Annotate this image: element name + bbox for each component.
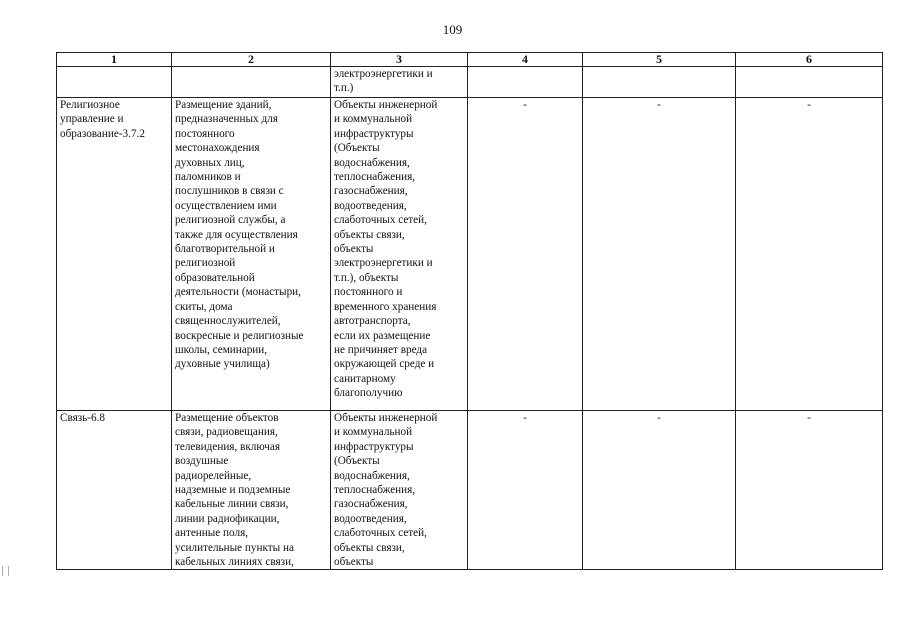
cell-text: Религиозное управление и образование-3.7.2 bbox=[60, 99, 145, 140]
cell-text: Объекты инженерной и коммунальной инфраструктуры (Объекты водоснабжения, теплоснабжения, газоснабжения, водоотведения, слаботочных сетей, объекты связи, объекты электроэнергетики и т.п.), объекты постоянного и временного хранения автотранспорта, если их размещение не причиняет вреда окружающей среде и санитарному благополучию bbox=[334, 99, 438, 400]
table-cell bbox=[468, 67, 583, 98]
table-cell bbox=[57, 67, 172, 98]
table-cell bbox=[736, 98, 883, 411]
table-cell bbox=[331, 67, 468, 98]
column-header-4: 4 bbox=[468, 53, 583, 67]
land-use-description-cell bbox=[172, 98, 331, 411]
cell-text: - bbox=[523, 412, 527, 424]
cell-text: - bbox=[523, 99, 527, 111]
cell-text: - bbox=[807, 412, 811, 424]
cell-text: - bbox=[807, 99, 811, 111]
land-use-name-cell bbox=[57, 98, 172, 411]
scan-edge-mark bbox=[2, 566, 9, 576]
column-header-2: 2 bbox=[172, 53, 331, 67]
column-header-5: 5 bbox=[583, 53, 736, 67]
cell-text: Объекты инженерной и коммунальной инфраструктуры (Объекты водоснабжения, теплоснабжения, газоснабжения, водоотведения, слаботочных сетей, объекты связи, объекты bbox=[334, 412, 438, 569]
cell-text: - bbox=[657, 99, 661, 111]
table-row bbox=[57, 411, 883, 570]
cell-text: Размещение зданий, предназначенных для постоянного местонахождения духовных лиц, паломников и послушников в связи с осуществлением ими религиозной службы, а также для осуществления благотворительной и религиозной образовательной деятельности (монастыри, скиты, дома священнослужителей, воскресные и религиозные школы, семинарии, духовные училища) bbox=[175, 99, 304, 371]
auxiliary-use-cell bbox=[331, 98, 468, 411]
land-use-table bbox=[56, 52, 883, 570]
column-header-1: 1 bbox=[57, 53, 172, 67]
table-cell bbox=[583, 98, 736, 411]
table-cell bbox=[583, 67, 736, 98]
column-header-3: 3 bbox=[331, 53, 468, 67]
land-use-description-cell bbox=[172, 411, 331, 570]
table-row bbox=[57, 98, 883, 411]
table-header-row bbox=[57, 53, 883, 67]
table-cell bbox=[736, 411, 883, 570]
cell-text: Связь-6.8 bbox=[60, 412, 105, 424]
table-row bbox=[57, 67, 883, 98]
table-cell bbox=[468, 98, 583, 411]
table-cell bbox=[583, 411, 736, 570]
cell-text: электроэнергетики и т.п.) bbox=[334, 68, 433, 95]
column-header-6: 6 bbox=[736, 53, 883, 67]
auxiliary-use-cell bbox=[331, 411, 468, 570]
table-cell bbox=[172, 67, 331, 98]
land-use-name-cell bbox=[57, 411, 172, 570]
table-cell bbox=[736, 67, 883, 98]
page-number: 109 bbox=[442, 22, 463, 37]
cell-text: - bbox=[657, 412, 661, 424]
cell-text: Размещение объектов связи, радиовещания, телевидения, включая воздушные радиорелейные, надземные и подземные кабельные линии связи, линии радиофикации, антенные поля, усилительные пункты на кабельных линиях связи, bbox=[175, 412, 294, 569]
table-cell bbox=[468, 411, 583, 570]
